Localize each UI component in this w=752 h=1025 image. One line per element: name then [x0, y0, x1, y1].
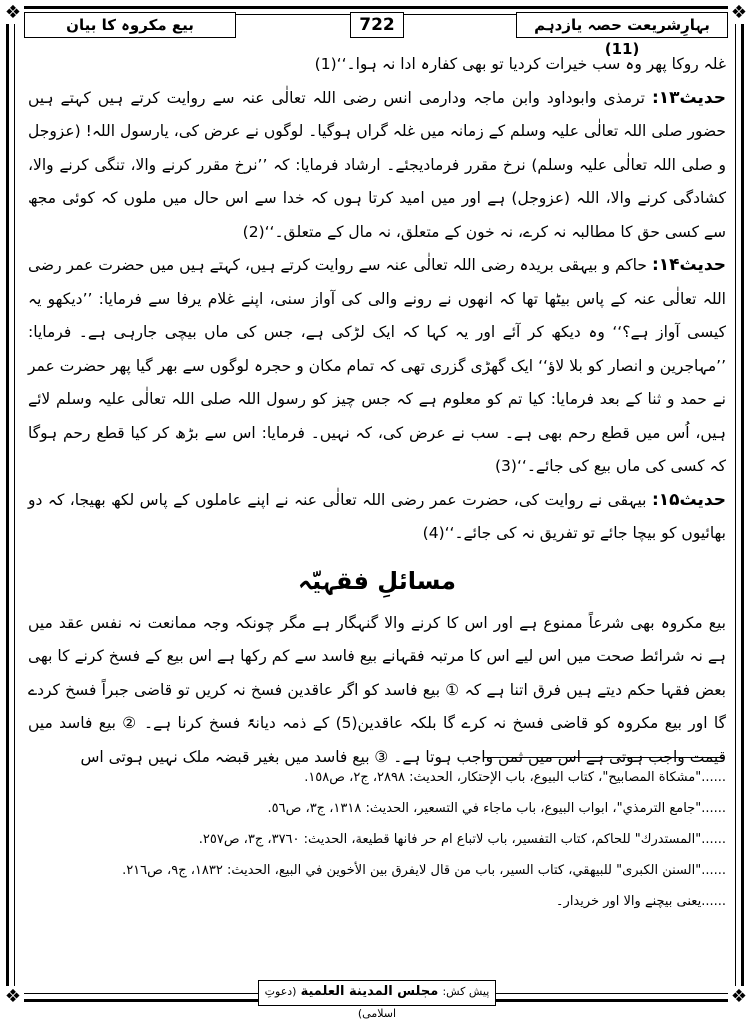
corner-ornament-icon: ❖: [2, 986, 24, 1008]
footnotes: [60, 762, 726, 917]
corner-ornament-icon: ❖: [2, 2, 24, 24]
corner-ornament-icon: ❖: [728, 2, 750, 24]
hadith-15: [28, 484, 726, 551]
footer-publisher: مجلس المدينة العلمية: [300, 984, 439, 999]
page-number: 722: [350, 12, 404, 38]
footnote-divider: [484, 757, 724, 758]
footnote: ......"السنن الكبرى" للبيهقي، كتاب السير، باب من قال لايفرق بين الأخوين في البيع، الحديث: ١٨٣٢، ج٩، ص٢١٦.: [122, 863, 726, 878]
corner-ornament-icon: ❖: [728, 986, 750, 1008]
page-footer: [258, 980, 496, 1020]
hadith-14-label: حدیث۱۴:: [651, 255, 726, 275]
hadith-13-label: حدیث۱۳:: [651, 87, 726, 108]
masail-paragraph: بیع مکروہ بھی شرعاً ممنوع ہے اور اس کا کرنے والا گنہگار ہے مگر چونکہ وجہ ممانعت نہ نفس عقد میں ہے نہ شرائط صحت میں اس لیے اس کا مرتبہ فقہانے بیع فاسد سے کم رکھا ہے اس بیع کے فسخ کرنے کا بھی بعض فقہا حکم دیتے ہیں فرق اتنا ہے کہ ① بیع فاسد کو اگر عاقدین فسخ نہ کریں تو قاضی جبراً فسخ کردے گا اور بیع مکروہ کو قاضی فسخ نہ کرے گا بلکہ عاقدین(5) کے ذمہ دیانۃً فسخ کرنا ہے۔ ② بیع فاسد میں قیمت واجب ہوتی ہے اس میں ثمن واجب ہوتا ہے۔ ③ بیع فاسد میں بغیر قبضہ ملک نہیں ہوتی اس: [28, 613, 727, 766]
footnote: ......"المستدرك" للحاكم، كتاب التفسير، باب لاتباع ام حر فانها قطيعة، الحديث: ٣٧٦٠، ج٣، ص٢٥٧.: [198, 832, 726, 847]
hadith-13: [28, 82, 726, 250]
hadith-15-text: بیہقی نے روایت کی، حضرت عمر رضی اللہ تعالٰی عنہ نے اپنے عاملوں کے پاس لکھ بھیجا، کہ دو بھائیوں کو بیچا جائے تو تفریق نہ کی جائے۔‘‘(4): [28, 490, 726, 542]
intro-line: غلہ روکا پھر وہ سب خیرات کردیا تو بھی کفارہ ادا نہ ہوا۔‘‘(1): [314, 55, 726, 73]
hadith-15-label: حدیث۱۵:: [651, 489, 726, 510]
hadith-14-text: حاکم و بیہقی بریدہ رضی اللہ تعالٰی عنہ سے روایت کرتے ہیں، کہتے ہیں میں حضرت عمر رضی اللہ تعالٰی عنہ کے پاس بیٹھا تھا کہ انھوں نے رونے والی کی آواز سنی، اپنے غلام یرفا سے فرمایا: ’’دیکھو یہ کیسی آواز ہے؟‘‘ وہ دیکھ کر آئے اور یہ کہا کہ ایک لڑکی ہے، جس کی ماں بیچی جارہی ہے۔ فرمایا: ’’مہاجرین و انصار کو بلا لاؤ‘‘ ایک گھڑی گزری تھی کہ تمام مکان و حجرہ لوگوں سے بھر گیا پھر حضرت عمر نے حمد و ثنا کے بعد فرمایا: کیا تم کو معلوم ہے کہ جس چیز کو رسول اللہ صلی اللہ تعالٰی علیہ وسلم لائے ہیں، اُس میں قطع رحم بھی ہے۔ سب نے عرض کی، کہ نہیں۔ فرمایا: اس سے بڑھ کر کیا قطع رحم ہوگا کہ کسی کی ماں بیع کی جائے۔‘‘(3): [28, 256, 726, 475]
book-part-title: بہارِشریعت حصہ یازدہم (11): [516, 12, 728, 38]
page-header: [24, 12, 728, 58]
footnote: ......"جامع الترمذي"، ابواب البيوع، باب ماجاء في التسعير، الحديث: ١٣١٨، ج٣، ص٥٦.: [267, 801, 726, 816]
hadith-14: [28, 249, 726, 484]
footnote: ......"مشكاة المصابيح"، كتاب البيوع، باب الإحتكار، الحديث: ٢٨٩٨، ج٢، ص١٥٨.: [304, 770, 726, 785]
page-body: [28, 48, 726, 774]
footer-presenter: پیش کش:: [442, 985, 490, 998]
footer-publisher-note: (دعوتِ اسلامی): [264, 985, 397, 1020]
footnote: ......یعنی بیچنے والا اور خریدار۔: [555, 894, 726, 909]
section-heading: مسائلِ فقہیّہ: [298, 566, 456, 595]
chapter-title: بیع مکروہ کا بیان: [24, 12, 236, 38]
hadith-13-text: ترمذی وابوداود وابن ماجہ ودارمی انس رضی اللہ تعالٰی عنہ سے روایت کرتے ہیں کہتے ہیں حضور صلی اللہ تعالٰی علیہ وسلم کے زمانہ میں غلہ گراں ہوگیا۔ لوگوں نے عرض کی، یارسول اللہ! (عزوجل و صلی اللہ تعالٰی علیہ وسلم) نرخ مقرر فرمادیجئے۔ ارشاد فرمایا: کہ ’’نرخ مقرر کرنے والا، تنگی کرنے والا، کشادگی کرنے والا، اللہ (عزوجل) ہے اور میں امید کرتا ہوں کہ خدا سے اس حال میں ملوں کہ کوئی مجھ سے کسی حق کا مطالبہ نہ کرے، نہ خون کے متعلق، نہ مال کے متعلق۔‘‘(2): [28, 88, 726, 241]
